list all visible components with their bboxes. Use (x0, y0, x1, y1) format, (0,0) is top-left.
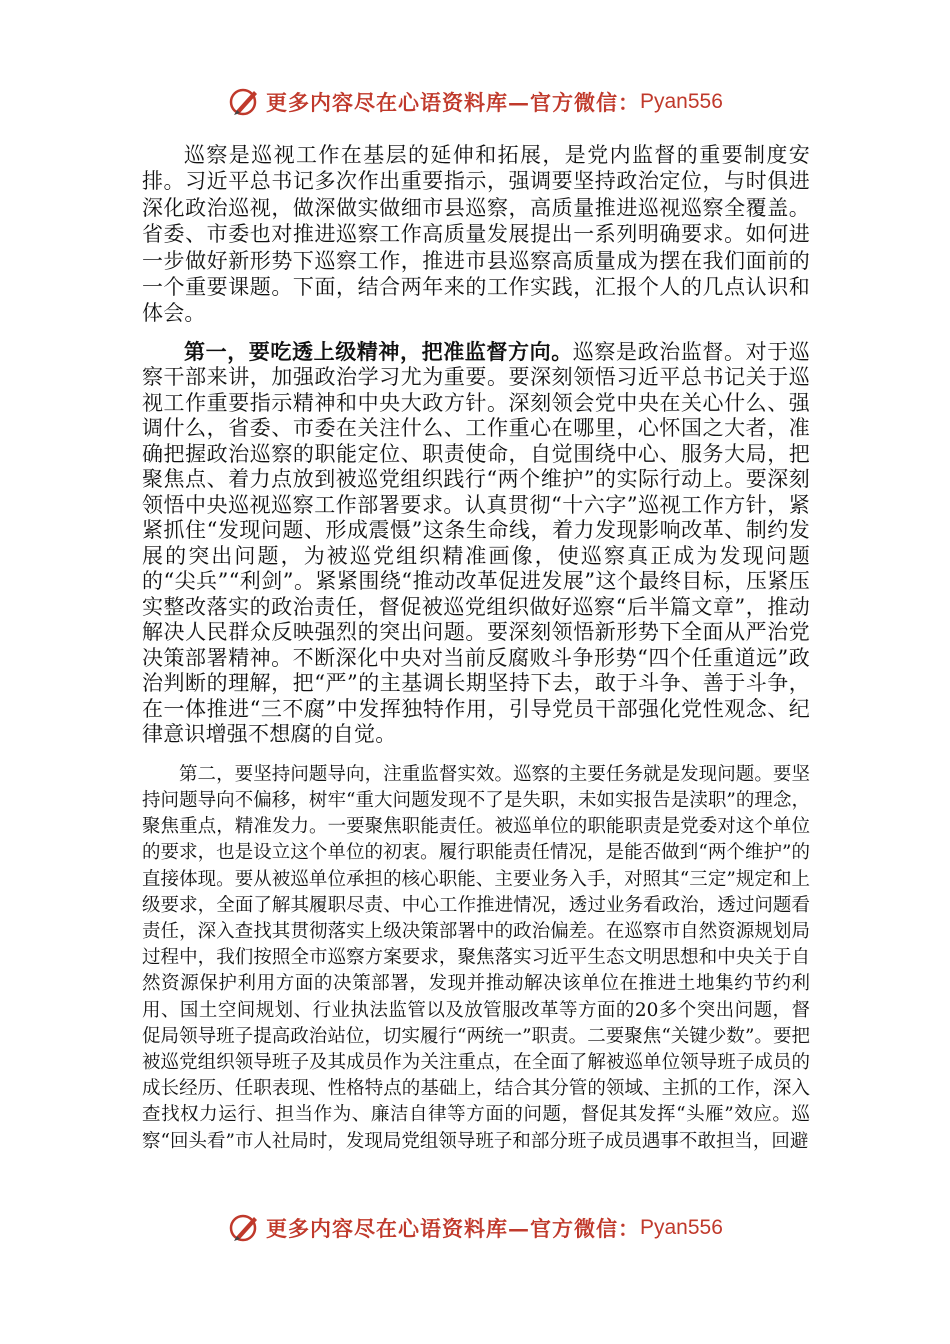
paragraph-intro: 巡察是巡视工作在基层的延伸和拓展，是党内监督的重要制度安排。习近平总书记多次作出重要指示，强调要坚持政治定位，与时俱进深化政治巡视，做深做实做细市县巡察，高质量推进巡视巡察全覆盖。省委、市委也对推进巡察工作高质量发展提出一系列明确要求。如何进一步做好新形势下巡察工作，推进市县巡察高质量成为摆在我们面前的一个重要课题。下面，结合两年来的工作实践，汇报个人的几点认识和体会。 (142, 143, 810, 326)
banner-wechat-id: Pyan556 (640, 90, 723, 113)
pen-logo-icon (228, 85, 262, 119)
banner-text: 更多内容尽在心语资料库—官方微信： (266, 1216, 640, 1241)
banner-text: 更多内容尽在心语资料库—官方微信： (266, 90, 640, 115)
banner-wechat-id: Pyan556 (640, 1216, 723, 1239)
document-body (142, 142, 810, 1155)
header-banner (228, 82, 728, 122)
paragraph-first-heading: 第一，要吃透上级精神，把准监督方向。 (184, 338, 573, 364)
footer-banner (228, 1208, 728, 1248)
paragraph-first-body: 巡察是政治监督。对于巡察干部来讲，加强政治学习尤为重要。要深刻领悟习近平总书记关于巡视工作重要指示精神和中央大政方针。深刻领会党中央在关心什么、强调什么，省委、市委在关注什么、工作重心在哪里，心怀国之大者，准确把握政治巡察的职能定位、职责使命，自觉围绕中心、服务大局，把聚焦点、着力点放到被巡党组织践行“两个维护”的实际行动上。要深刻领悟中央巡视巡察工作部署要求。认真贯彻“十六字”巡视工作方针，紧紧抓住“发现问题、形成震慑”这条生命线，着力发现影响改革、制约发展的突出问题，为被巡党组织精准画像，使巡察真正成为发现问题的“尖兵”“利剑”。紧紧围绕“推动改革促进发展”这个最终目标，压紧压实整改落实的政治责任，督促被巡党组织做好巡察“后半篇文章”，推动解决人民群众反映强烈的突出问题。要深刻领悟新形势下全面从严治党决策部署精神。不断深化中央对当前反腐败斗争形势“四个任重道远”政治判断的理解，把“严”的主基调长期坚持下去，敢于斗争、善于斗争，在一体推进“三不腐”中发挥独特作用，引导党员干部强化党性观念、纪律意识增强不想腐的自觉。 (142, 339, 810, 747)
paragraph-second-point: 第二，要坚持问题导向，注重监督实效。巡察的主要任务就是发现问题。要坚持问题导向不偏移，树牢“重大问题发现不了是失职，未如实报告是渎职”的理念，聚焦重点，精准发力。一要聚焦职能责任。被巡单位的职能职责是党委对这个单位的要求，也是设立这个单位的初衷。履行职能责任情况，是能否做到“两个维护”的直接体现。要从被巡单位承担的核心职能、主要业务入手，对照其“三定”规定和上级要求，全面了解其履职尽责、中心工作推进情况，透过业务看政治，透过问题看责任，深入查找其贯彻落实上级决策部署中的政治偏差。在巡察市自然资源规划局过程中，我们按照全市巡察方案要求，聚焦落实习近平生态文明思想和中央关于自然资源保护利用方面的决策部署，发现并推动解决该单位在推进土地集约节约利用、国土空间规划、行业执法监管以及放管服改革等方面的20多个突出问题，督促局领导班子提高政治站位，切实履行“两统一”职责。二要聚焦“关键少数”。要把被巡党组织领导班子及其成员作为关注重点，在全面了解被巡单位领导班子成员的成长经历、任职表现、性格特点的基础上，结合其分管的领域、主抓的工作，深入查找权力运行、担当作为、廉洁自律等方面的问题，督促其发挥“头雁”效应。巡察“回头看”市人社局时，发现局党组领导班子和部分班子成员遇事不敢担当，回避 (142, 763, 810, 1152)
pen-logo-icon (228, 1211, 262, 1245)
paragraph-first-point (142, 339, 810, 748)
